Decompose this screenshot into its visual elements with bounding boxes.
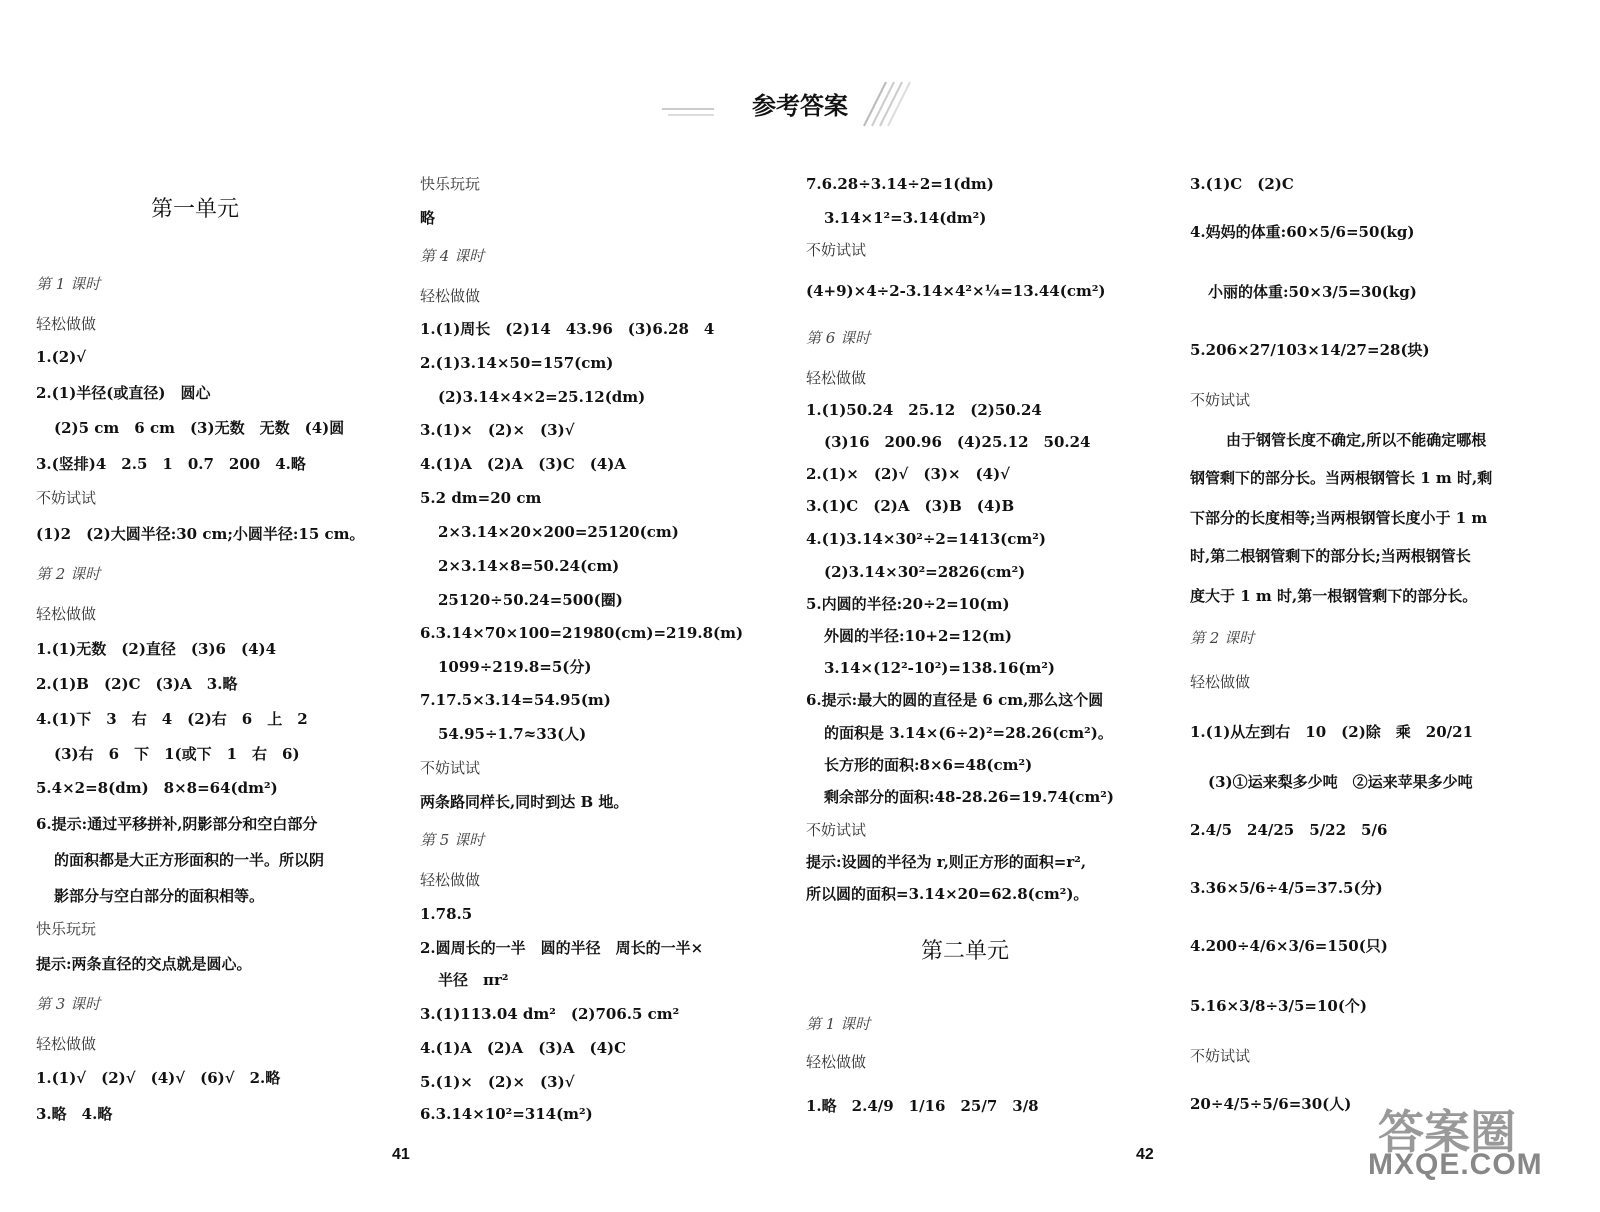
col2-line: 4.(1)A (2)A (3)A (4)C <box>420 1039 627 1057</box>
col4-line: 5.16×3/8÷3/5=10(个) <box>1190 997 1368 1015</box>
col1-line: 不妨试试 <box>36 489 97 507</box>
col2-line: 7.17.5×3.14=54.95(m) <box>420 691 611 709</box>
col1-line: (3)右 6 下 1(或下 1 右 6) <box>54 745 300 763</box>
col2-line: 2.(1)3.14×50=157(cm) <box>420 354 614 372</box>
col4-line: 度大于 1 m 时,第一根钢管剩下的部分长。 <box>1190 587 1478 605</box>
col2-line: 4.(1)A (2)A (3)C (4)A <box>420 455 627 473</box>
col4-line: 1.(1)从左到右 10 (2)除 乘 20/21 <box>1190 723 1474 741</box>
col1-line: 快乐玩玩 <box>36 920 97 938</box>
col2-line: 25120÷50.24=500(圈) <box>438 591 623 609</box>
col2-line: 6.3.14×70×100=21980(cm)=219.8(m) <box>420 624 744 642</box>
col4-line: 5.206×27/103×14/27=28(块) <box>1190 341 1430 359</box>
col2-line: 3.(1)113.04 dm² (2)706.5 cm² <box>420 1005 680 1023</box>
col4-line: 3.36×5/6÷4/5=37.5(分) <box>1190 879 1383 897</box>
col4-line: 20÷4/5÷5/6=30(人) <box>1190 1095 1352 1113</box>
col3-line: 轻松做做 <box>806 1053 867 1071</box>
col2-line: 5.2 dm=20 cm <box>420 489 542 507</box>
col4-line: 由于钢管长度不确定,所以不能确定哪根 <box>1226 431 1487 449</box>
col4-line: 不妨试试 <box>1190 391 1251 409</box>
col3-line: 所以圆的面积=3.14×20=62.8(cm²)。 <box>806 885 1089 903</box>
col1-line: 第 2 课时 <box>36 565 101 583</box>
col3-line: 不妨试试 <box>806 821 867 839</box>
col2-line: 轻松做做 <box>420 871 481 889</box>
col3-line: 第 1 课时 <box>806 1015 871 1033</box>
col3-line: 6.提示:最大的圆的直径是 6 cm,那么这个圆 <box>806 691 1104 709</box>
col1-line: (1)2 (2)大圆半径:30 cm;小圆半径:15 cm。 <box>36 525 365 543</box>
page-number-right: 42 <box>1136 1146 1154 1163</box>
col2-line: 不妨试试 <box>420 759 481 777</box>
col4-line: 轻松做做 <box>1190 673 1251 691</box>
col1-line: 第 3 课时 <box>36 995 101 1013</box>
col1-line: 1.(1)无数 (2)直径 (3)6 (4)4 <box>36 640 277 658</box>
col3-line: 7.6.28÷3.14÷2=1(dm) <box>806 175 994 193</box>
col2-line: 第 5 课时 <box>420 831 485 849</box>
col1-line: 轻松做做 <box>36 1035 97 1053</box>
col4-line: 时,第二根钢管剩下的部分长;当两根钢管长 <box>1190 547 1471 565</box>
title-decoration-right <box>856 78 916 128</box>
col1-line: 影部分与空白部分的面积相等。 <box>54 887 265 905</box>
col3-line: 3.(1)C (2)A (3)B (4)B <box>806 497 1015 515</box>
col2-line: 两条路同样长,同时到达 B 地。 <box>420 793 629 811</box>
col1-line: 3.(竖排)4 2.5 1 0.7 200 4.略 <box>36 455 306 473</box>
col2-line: 第 4 课时 <box>420 247 485 265</box>
col3-line: 第二单元 <box>921 939 1010 964</box>
col1-line: 3.略 4.略 <box>36 1105 113 1123</box>
col3-line: 的面积是 3.14×(6÷2)²=28.26(cm²)。 <box>824 724 1113 742</box>
col3-line: 轻松做做 <box>806 369 867 387</box>
col4-line: (3)①运来梨多少吨 ②运来苹果多少吨 <box>1208 773 1473 791</box>
col2-line: 轻松做做 <box>420 287 481 305</box>
col1-line: 2.(1)B (2)C (3)A 3.略 <box>36 675 238 693</box>
col2-line: (2)3.14×4×2=25.12(dm) <box>438 388 646 406</box>
page-number-left: 41 <box>392 1146 410 1163</box>
col3-line: 1.略 2.4/9 1/16 25/7 3/8 <box>806 1097 1039 1115</box>
col3-line: 外圆的半径:10+2=12(m) <box>824 627 1012 645</box>
col1-line: 第一单元 <box>151 197 240 222</box>
col4-line: 4.妈妈的体重:60×5/6=50(kg) <box>1190 223 1415 241</box>
col4-line: 不妨试试 <box>1190 1047 1251 1065</box>
col3-line: 不妨试试 <box>806 241 867 259</box>
col4-line: 下部分的长度相等;当两根钢管长度小于 1 m <box>1190 509 1488 527</box>
col3-line: 第 6 课时 <box>806 329 871 347</box>
col1-line: 5.4×2=8(dm) 8×8=64(dm²) <box>36 779 278 797</box>
col4-line: 4.200÷4/6×3/6=150(只) <box>1190 937 1388 955</box>
col3-line: 4.(1)3.14×30²÷2=1413(cm²) <box>806 530 1046 548</box>
col2-line: 2×3.14×20×200=25120(cm) <box>438 523 679 541</box>
col1-line: (2)5 cm 6 cm (3)无数 无数 (4)圆 <box>54 419 345 437</box>
col2-line: 54.95÷1.7≈33(人) <box>438 725 587 743</box>
col2-line: 1099÷219.8=5(分) <box>438 658 592 676</box>
col1-line: 1.(2)√ <box>36 348 87 366</box>
col3-line: (3)16 200.96 (4)25.12 50.24 <box>824 433 1091 451</box>
col4-line: 第 2 课时 <box>1190 629 1255 647</box>
col3-line: 长方形的面积:8×6=48(cm²) <box>824 756 1033 774</box>
col1-line: 6.提示:通过平移拼补,阴影部分和空白部分 <box>36 815 318 833</box>
col4-line: 小丽的体重:50×3/5=30(kg) <box>1208 283 1417 301</box>
col1-line: 的面积都是大正方形面积的一半。所以阴 <box>54 851 325 869</box>
col2-line: 3.(1)× (2)× (3)√ <box>420 421 575 439</box>
watermark-domain: MXQE.COM <box>1368 1148 1543 1181</box>
col1-line: 轻松做做 <box>36 605 97 623</box>
col3-line: 剩余部分的面积:48-28.26=19.74(cm²) <box>824 788 1114 806</box>
col1-line: 提示:两条直径的交点就是圆心。 <box>36 955 252 973</box>
col1-line: 第 1 课时 <box>36 275 101 293</box>
col1-line: 轻松做做 <box>36 315 97 333</box>
col2-line: 半径 πr² <box>438 971 509 989</box>
col3-line: (4+9)×4÷2-3.14×4²×¼=13.44(cm²) <box>806 282 1106 300</box>
col2-line: 6.3.14×10²=314(m²) <box>420 1105 593 1123</box>
col3-line: 3.14×1²=3.14(dm²) <box>824 209 987 227</box>
watermark-logo: 答案圈 <box>1378 1105 1516 1159</box>
col2-line: 5.(1)× (2)× (3)√ <box>420 1073 575 1091</box>
col3-line: 3.14×(12²-10²)=138.16(m²) <box>824 659 1056 677</box>
page-title: 参考答案 <box>752 92 848 120</box>
col3-line: 提示:设圆的半径为 r,则正方形的面积=r², <box>806 853 1087 871</box>
col4-line: 钢管剩下的部分长。当两根钢管长 1 m 时,剩 <box>1190 469 1493 487</box>
col2-line: 2×3.14×8=50.24(cm) <box>438 557 620 575</box>
col2-line: 1.78.5 <box>420 905 473 923</box>
col4-line: 3.(1)C (2)C <box>1190 175 1294 193</box>
col2-line: 快乐玩玩 <box>420 175 481 193</box>
col2-line: 略 <box>420 209 436 227</box>
col1-line: 2.(1)半径(或直径) 圆心 <box>36 384 211 402</box>
col4-line: 2.4/5 24/25 5/22 5/6 <box>1190 821 1388 839</box>
col1-line: 1.(1)√ (2)√ (4)√ (6)√ 2.略 <box>36 1069 281 1087</box>
col3-line: (2)3.14×30²=2826(cm²) <box>824 563 1026 581</box>
col2-line: 2.圆周长的一半 圆的半径 周长的一半× <box>420 939 704 957</box>
col3-line: 2.(1)× (2)√ (3)× (4)√ <box>806 465 1011 483</box>
col3-line: 5.内圆的半径:20÷2=10(m) <box>806 595 1010 613</box>
col3-line: 1.(1)50.24 25.12 (2)50.24 <box>806 401 1042 419</box>
col1-line: 4.(1)下 3 右 4 (2)右 6 上 2 <box>36 710 308 728</box>
col2-line: 1.(1)周长 (2)14 43.96 (3)6.28 4 <box>420 320 715 338</box>
